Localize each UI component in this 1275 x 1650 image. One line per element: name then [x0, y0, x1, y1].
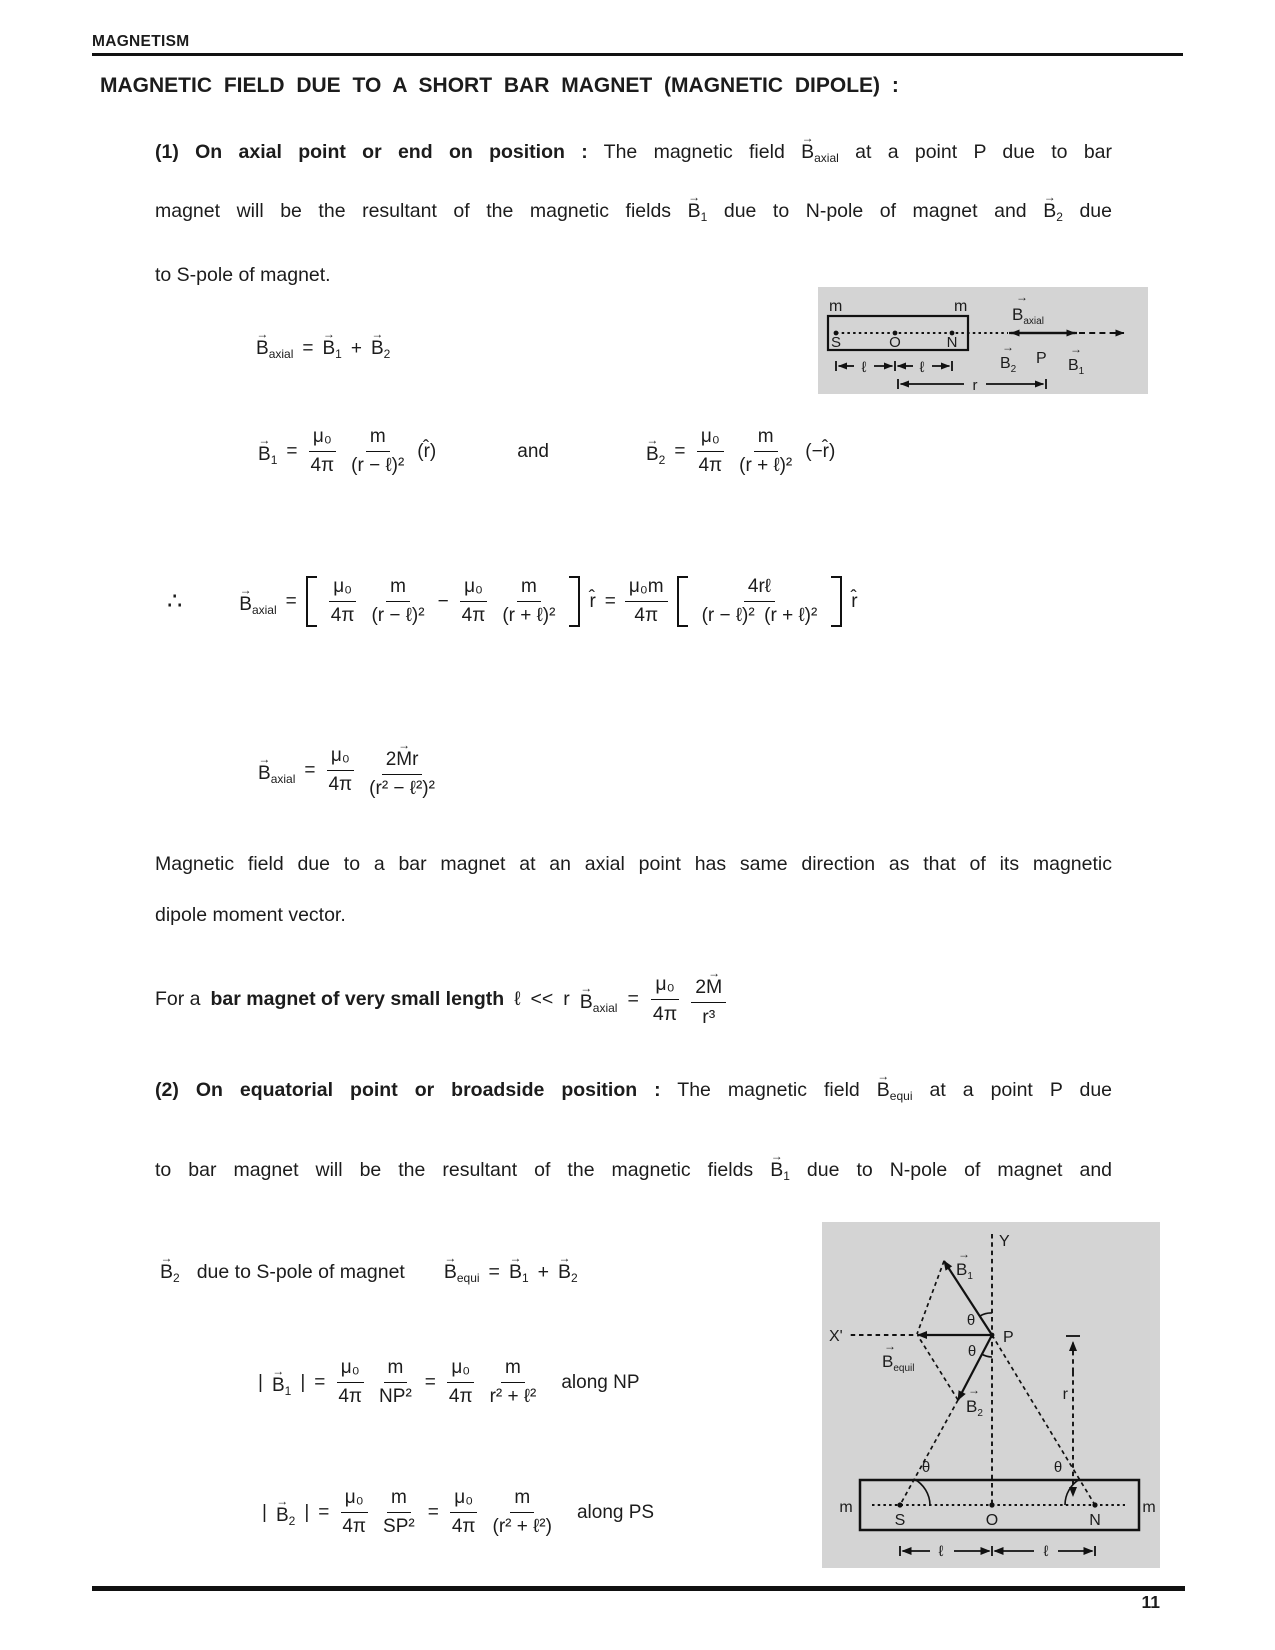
abs-bar: |: [300, 1371, 306, 1393]
r-symbol: r: [563, 987, 570, 1010]
formula-b1-b2: → B $_1$ = $\frac{\text{μ₀}}{4\pi}$ $\frac{m}{\text{(r − ℓ)²}}$ (r̂) and → B $_2$ = $\frac{\text{μ₀}}{4\pi}$ $\frac{m}{\text{(r + ℓ)²}}$ (−r̂): [258, 426, 836, 476]
axial-point-diagram: [818, 287, 1148, 394]
para1-lead: (1) On axial point or end on position :: [155, 141, 588, 163]
b-axial-symbol: → B $_{axial}$: [239, 583, 277, 617]
b1-symbol: → B $_1$: [322, 327, 342, 361]
para1-line1: [155, 131, 1112, 193]
mu0-over-4pi: $\frac{\text{μ₀}}{4\pi}$: [310, 426, 335, 476]
para1-text: magnet will be the resultant of the magnetic fields: [155, 200, 672, 222]
para1-text: due to N-pole of magnet and: [723, 200, 1027, 222]
svg-text:ℓ: ℓ: [861, 359, 867, 376]
close-bracket: [831, 576, 842, 627]
b2-label: $B_2$: [966, 1397, 983, 1419]
formula-b2-magnitude: | → B $_2$ | = $\frac{\text{μ₀}}{4\pi}$ $\frac{m}{\text{SP²}}$ = $\frac{\text{μ₀}}{4\pi}$ $\frac{m}{\text{(r² + ℓ²)}}$ along PS: [262, 1487, 655, 1537]
b2-symbol: → B $_2$: [275, 1494, 296, 1528]
along-PS-text: along PS: [576, 1501, 655, 1523]
svg-text:S: S: [830, 334, 842, 351]
equatorial-point-diagram: [822, 1222, 1160, 1568]
b-axial-symbol: → B $_{axial}$: [258, 752, 296, 786]
para1-text: due: [1079, 200, 1112, 222]
svg-text:r: r: [972, 377, 978, 394]
m-over-r2l2-paren: $\frac{m}{\text{(r² + ℓ²)}}$: [492, 1487, 552, 1537]
abs-bar: |: [262, 1501, 267, 1523]
para2-text: due to N-pole of magnet and: [806, 1159, 1113, 1181]
formula-axial-sum: → B $_{axial}$ = → B $_1$ + → B $_2$: [256, 327, 391, 361]
neg-rhat-unit: (−r̂): [805, 440, 836, 462]
m-over-SP2: $\frac{m}{\text{SP²}}$: [383, 1487, 415, 1537]
formula-axial-result: → B $_{axial}$ = $\frac{\text{μ₀}}{4\pi}$ 2 → M r (r² − ℓ²)²: [258, 741, 439, 800]
b2-label: $B_2$: [1000, 355, 1017, 375]
svg-text:m: m: [829, 298, 843, 315]
b1-label: $B_1$: [1068, 357, 1085, 377]
2Mr-fraction: 2 → M r (r² − ℓ²)²: [369, 738, 435, 799]
4rl-fraction: $\frac{\text{4rℓ}}{\text{(r − ℓ)² (r + ℓ)²}}$: [701, 576, 818, 626]
much-less-symbol: <<: [530, 987, 554, 1010]
header-rule: [92, 53, 1183, 56]
para1-text: The magnetic field: [603, 141, 785, 163]
b-equi-symbol: → B $_{equi}$: [876, 1069, 913, 1103]
m-over-r-minus-l: $\frac{m}{\text{(r − ℓ)²}}$: [371, 576, 425, 626]
page-header-brand: MAGNETISM: [92, 33, 190, 50]
para2-text: at a point P due: [929, 1079, 1113, 1101]
svg-text:O: O: [985, 1512, 999, 1529]
mu0-over-4pi: $\frac{\text{μ₀}}{4\pi}$: [330, 576, 355, 626]
para2-lead: (2) On equatorial point or broadside position :: [155, 1079, 661, 1101]
small-length-bold: bar magnet of very small length: [210, 987, 505, 1010]
b-equi-symbol: → B $_{equi}$: [443, 1251, 480, 1285]
b2-symbol: → B $_2$: [370, 327, 391, 361]
vector-arrow-icon: →: [1043, 190, 1056, 204]
para1-line3: to S-pole of magnet.: [155, 264, 331, 286]
m-over-NP2: $\frac{m}{\text{NP²}}$: [379, 1357, 412, 1407]
b2-symbol: → B $_2$: [558, 1251, 578, 1285]
footer-rule: [92, 1586, 1185, 1591]
b1-symbol: → B $_1$: [687, 190, 708, 224]
vector-arrow-icon: →: [801, 131, 814, 145]
mu0-over-4pi: $\frac{\text{μ₀}}{4\pi}$: [448, 1357, 473, 1407]
mu0-over-4pi: $\frac{\text{μ₀}}{4\pi}$: [461, 576, 486, 626]
y-axis-label: Y: [999, 1233, 1010, 1250]
note-line2: dipole moment vector.: [155, 904, 346, 926]
x-axis-label: X': [829, 1328, 843, 1345]
svg-text:ℓ: ℓ: [919, 359, 925, 376]
m-over-r2l2: $\frac{m}{\text{r² + ℓ²}}$: [489, 1357, 537, 1407]
vector-arrow-icon: →: [1070, 342, 1082, 356]
m-over-r-plus-l: $\frac{m}{\text{(r + ℓ)²}}$: [502, 576, 556, 626]
rhat-unit: (r̂): [417, 440, 437, 462]
svg-text:θ: θ: [966, 1312, 976, 1329]
svg-text:m: m: [839, 1499, 853, 1516]
ell-symbol: ℓ: [514, 987, 521, 1010]
formula-b1-magnitude: | → B $_1$ | = $\frac{\text{μ₀}}{4\pi}$ $\frac{m}{\text{NP²}}$ = $\frac{\text{μ₀}}{4\pi}$ $\frac{m}{\text{r² + ℓ²}}$ along NP: [258, 1357, 640, 1407]
m-over-r-plus-l: $\frac{m}{\text{(r + ℓ)²}}$: [739, 426, 793, 476]
mu0-over-4pi: $\frac{\text{μ₀}}{4\pi}$: [451, 1487, 476, 1537]
para2-line1: [155, 1069, 1113, 1131]
along-NP-text: along NP: [561, 1371, 640, 1393]
b-axial-symbol: → B $_{axial}$: [579, 980, 618, 1015]
b2-symbol: → B $_2$: [645, 433, 666, 467]
vector-arrow-icon: →: [1002, 340, 1014, 354]
para2-text: The magnetic field: [677, 1079, 860, 1101]
open-bracket: [677, 576, 688, 627]
p-point-label: P: [1036, 350, 1047, 367]
vector-arrow-icon: →: [884, 1339, 896, 1353]
svg-text:θ: θ: [921, 1459, 931, 1476]
vector-arrow-icon: →: [1016, 290, 1028, 304]
diagram-background: [818, 287, 1148, 394]
note-line1: Magnetic field due to a bar magnet at an axial point has same direction as that of its magnetic: [155, 853, 1112, 875]
mu0-over-4pi: $\frac{\text{μ₀}}{4\pi}$: [328, 745, 353, 795]
abs-bar: |: [304, 1501, 310, 1523]
rhat-symbol: r̂: [851, 590, 858, 612]
m-vector-symbol: → M: [396, 738, 413, 770]
m-over-r-minus-l: $\frac{m}{\text{(r − ℓ)²}}$: [351, 426, 405, 476]
svg-text:m: m: [1142, 1499, 1156, 1516]
p-point-label: P: [1003, 1329, 1014, 1346]
b2-symbol: → B $_2$: [1043, 190, 1063, 224]
para1-text: at a point P due to bar: [855, 141, 1112, 163]
svg-text:θ: θ: [967, 1343, 977, 1360]
therefore-symbol: ∴: [167, 588, 183, 615]
para2-text: due to S-pole of magnet: [196, 1261, 405, 1283]
svg-text:N: N: [1089, 1512, 1101, 1529]
vector-arrow-icon: →: [968, 1383, 980, 1397]
and-text: and: [517, 440, 549, 462]
abs-bar: |: [258, 1371, 263, 1393]
svg-text:m: m: [954, 298, 968, 315]
para1-line2: [155, 190, 1112, 252]
para2-line2: [155, 1149, 1113, 1211]
rhat-symbol: r̂: [589, 590, 596, 612]
b1-symbol: → B $_1$: [508, 1251, 529, 1285]
2M-over-r3: 2 → M r³: [691, 969, 726, 1029]
b2-symbol: → B $_2$: [160, 1251, 180, 1285]
formula-axial-expanded: ∴ → B $_{axial}$ = $\frac{\text{μ₀}}{4\pi}$ $\frac{m}{\text{(r − ℓ)²}}$ − $\frac{\text{μ₀}}{4\pi}$ $\frac{m}{\text{(r + ℓ)²}}$ r̂ = $\frac{\text{μ₀m}}{4\pi}$ $\frac{\text{4rℓ}}{\text{(r − ℓ)² (r + ℓ)²}}$ r̂: [167, 576, 858, 626]
svg-text:ℓ: ℓ: [938, 1543, 944, 1560]
mu0-over-4pi: $\frac{\text{μ₀}}{4\pi}$: [698, 426, 723, 476]
svg-text:θ: θ: [1053, 1459, 1063, 1476]
svg-text:O: O: [889, 334, 901, 351]
b1-symbol: → B $_1$: [258, 433, 278, 467]
formula-equi-sum: → B $_2$ due to S-pole of magnet → B $_{equi}$ = → B $_1$ + → B $_2$: [160, 1251, 578, 1285]
page-number: 11: [1141, 1592, 1160, 1612]
b-axial-symbol: → B $_{axial}$: [256, 327, 294, 361]
b-axial-label: $B_{axial}$: [1012, 305, 1044, 327]
svg-text:r: r: [1062, 1386, 1068, 1403]
open-bracket: [306, 576, 317, 627]
section-title: MAGNETIC FIELD DUE TO A SHORT BAR MAGNET (MAGNETIC DIPOLE) :: [100, 74, 899, 97]
bequi-label: $B_{equil}$: [882, 1352, 915, 1374]
mu0-over-4pi: $\frac{\text{μ₀}}{4\pi}$: [338, 1357, 363, 1407]
small-length-text: For a: [155, 987, 201, 1010]
svg-text:N: N: [946, 334, 958, 351]
close-bracket: [569, 576, 580, 627]
vector-arrow-icon: →: [958, 1247, 970, 1261]
mu0m-over-4pi: $\frac{\text{μ₀m}}{4\pi}$: [625, 576, 668, 627]
para2-text: to bar magnet will be the resultant of the magnetic fields: [155, 1159, 754, 1181]
mu0-over-4pi: $\frac{\text{μ₀}}{4\pi}$: [652, 972, 678, 1025]
mu0-over-4pi: $\frac{\text{μ₀}}{4\pi}$: [342, 1487, 367, 1537]
b1-label: $B_1$: [956, 1260, 973, 1282]
b1-symbol: → B $_1$: [770, 1149, 790, 1183]
b1-symbol: → B $_1$: [271, 1364, 292, 1398]
b-axial-symbol: → B $_{axial}$: [801, 131, 839, 165]
svg-text:ℓ: ℓ: [1043, 1543, 1049, 1560]
m-vector-symbol: → M: [706, 966, 723, 998]
vector-arrow-icon: →: [688, 190, 701, 204]
formula-small-length: For a bar magnet of very small length ℓ << r → B $_{axial}$ = $\frac{\text{μ₀}}{4\pi}$ 2 → M r³: [155, 969, 726, 1029]
svg-text:S: S: [894, 1512, 906, 1529]
